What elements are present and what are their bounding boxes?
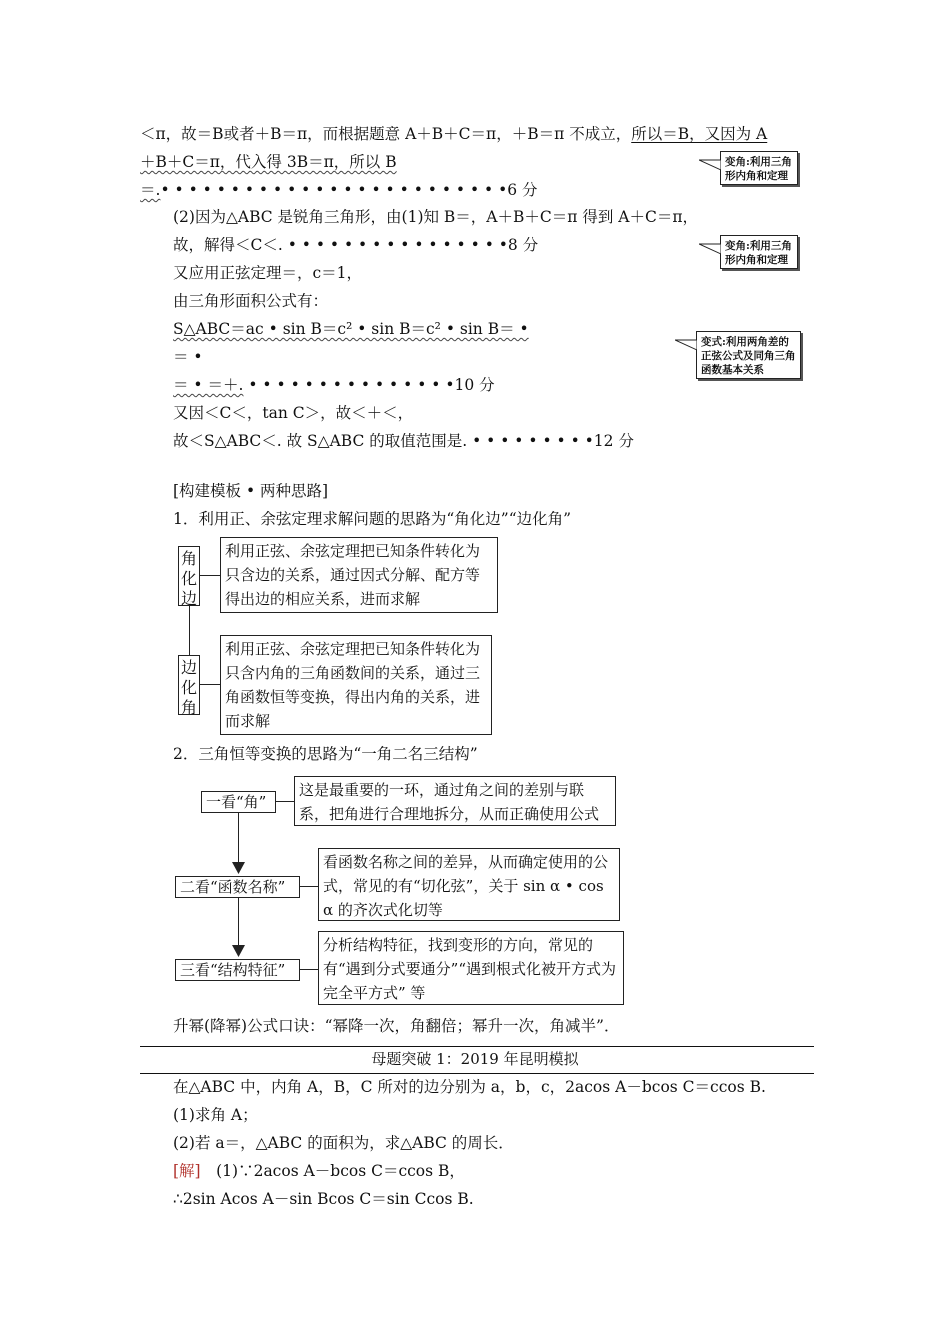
callout-pointer-icon (699, 242, 721, 256)
solution-step-2: ∴2sin Acos A－sin Bcos C＝sin Ccos B. (173, 1190, 474, 1208)
banner-top-rule (140, 1046, 814, 1047)
problem-question-1: (1)求角 A； (173, 1106, 258, 1124)
solution-line-3 (140, 180, 538, 200)
problem-question-2: (2)若 a＝，△ABC 的面积为，求△ABC 的周长． (173, 1134, 514, 1152)
connector-line (276, 801, 294, 802)
connector-line (189, 606, 190, 655)
solution-step-1: (1)∵2acos A－bcos C＝ccos B， (216, 1162, 465, 1180)
template-item-1-title: 1．利用正、余弦定理求解问题的思路为“角化边”“边化角” (173, 510, 572, 528)
callout-change-angle-1-text: 变角:利用三角形内角和定理 (725, 156, 792, 182)
step-structure-label: 三看“结构特征” (175, 959, 300, 981)
solution-line-12: 故＜S△ABC＜. 故 S△ABC 的取值范围是. • • • • • • • • •12 分 (173, 432, 634, 450)
step-function-name-label: 二看“函数名称” (175, 876, 300, 898)
callout-pointer-icon (675, 338, 697, 352)
template-item-2-title: 2．三角恒等变换的思路为“一角二名三结构” (173, 745, 478, 763)
side-to-angle-label: 边化角 (178, 655, 200, 715)
solution-line-3-value: ＝. (140, 181, 161, 199)
connector-line (238, 897, 239, 947)
problem-banner: 母题突破 1：2019 年昆明模拟 (371, 1050, 579, 1068)
arrow-down-icon (232, 862, 245, 874)
step-angle-label: 一看“角” (201, 791, 276, 813)
solution-line-3-score: • • • • • • • • • • • • • • • • • • • • • • • • •6 分 (160, 181, 538, 199)
connector-line (238, 812, 239, 864)
callout-change-angle-1 (720, 151, 798, 185)
callout-variant-formula (696, 331, 801, 379)
solution-line-10 (173, 375, 495, 395)
connector-line (300, 969, 318, 970)
solution-line-1 (140, 124, 767, 144)
solution-first-line (173, 1161, 465, 1181)
problem-stem: 在△ABC 中，内角 A，B，C 所对的边分别为 a，b，c，2acos A－bcos C＝ccos B. (173, 1078, 766, 1096)
solution-line-7: 由三角形面积公式有： (173, 292, 329, 310)
connector-line (200, 684, 220, 685)
side-to-angle-description: 利用正弦、余弦定理把已知条件转化为只含内角的三角函数间的关系，通过三角函数恒等变换，得出内角的关系，进而求解 (220, 635, 492, 735)
step-angle-description: 这是最重要的一环，通过角之间的差别与联系，把角进行合理地拆分，从而正确使用公式 (294, 776, 616, 826)
mnemonic-line: 升幂(降幂)公式口诀：“幂降一次，角翻倍；幂升一次，角减半”． (173, 1017, 620, 1035)
solution-line-5: 故，解得＜C＜. • • • • • • • • • • • • • • • •8 分 (173, 236, 539, 254)
angle-to-side-label: 角化边 (178, 546, 200, 606)
banner-bottom-rule (140, 1073, 814, 1074)
solution-line-6: 又应用正弦定理＝，c＝1， (173, 264, 363, 282)
solution-line-10-value: ＝ • ＝＋. (173, 376, 244, 394)
solution-line-1-text: ＜π，故＝B或者＋B＝π，而根据题意 A＋B＋C＝π，＋B＝π 不成立， (140, 125, 632, 143)
template-heading: [构建模板 • 两种思路] (173, 482, 329, 500)
solution-line-1-underlined: 所以＝B，又因为 A (631, 125, 768, 143)
connector-line (200, 575, 220, 576)
arrow-down-icon (232, 945, 245, 957)
callout-pointer-icon (699, 158, 721, 172)
callout-change-angle-2 (720, 235, 798, 269)
angle-to-side-description: 利用正弦、余弦定理把已知条件转化为只含边的关系，通过因式分解、配方等得出边的相应关系，进而求解 (220, 537, 498, 613)
callout-change-angle-2-text: 变角:利用三角形内角和定理 (725, 240, 792, 266)
solution-line-9: ＝ • (173, 348, 203, 366)
callout-variant-formula-text: 变式:利用两角差的正弦公式及同角三角函数基本关系 (701, 336, 796, 376)
step-function-name-description: 看函数名称之间的差异，从而确定使用的公式，常见的有“切化弦”，关于 sin α • cos α 的齐次式化切等 (318, 848, 620, 921)
solution-line-10-score: • • • • • • • • • • • • • • •10 分 (243, 376, 495, 394)
connector-line (300, 886, 318, 887)
solution-line-8: S△ABC＝ac • sin B＝c² • sin B＝c² • sin B＝ • (173, 320, 529, 338)
solution-line-11: 又因＜C＜，tan C＞，故＜＋＜， (173, 404, 414, 422)
step-structure-description: 分析结构特征，找到变形的方向，常见的有“遇到分式要通分”“遇到根式化被开方式为完全平方式” 等 (318, 931, 624, 1005)
solution-tag: [解] (173, 1162, 201, 1180)
solution-line-2: ＋B＋C＝π，代入得 3B＝π，所以 B (140, 153, 397, 171)
solution-line-4: (2)因为△ABC 是锐角三角形，由(1)知 B＝，A＋B＋C＝π 得到 A＋C＝π， (173, 208, 699, 226)
